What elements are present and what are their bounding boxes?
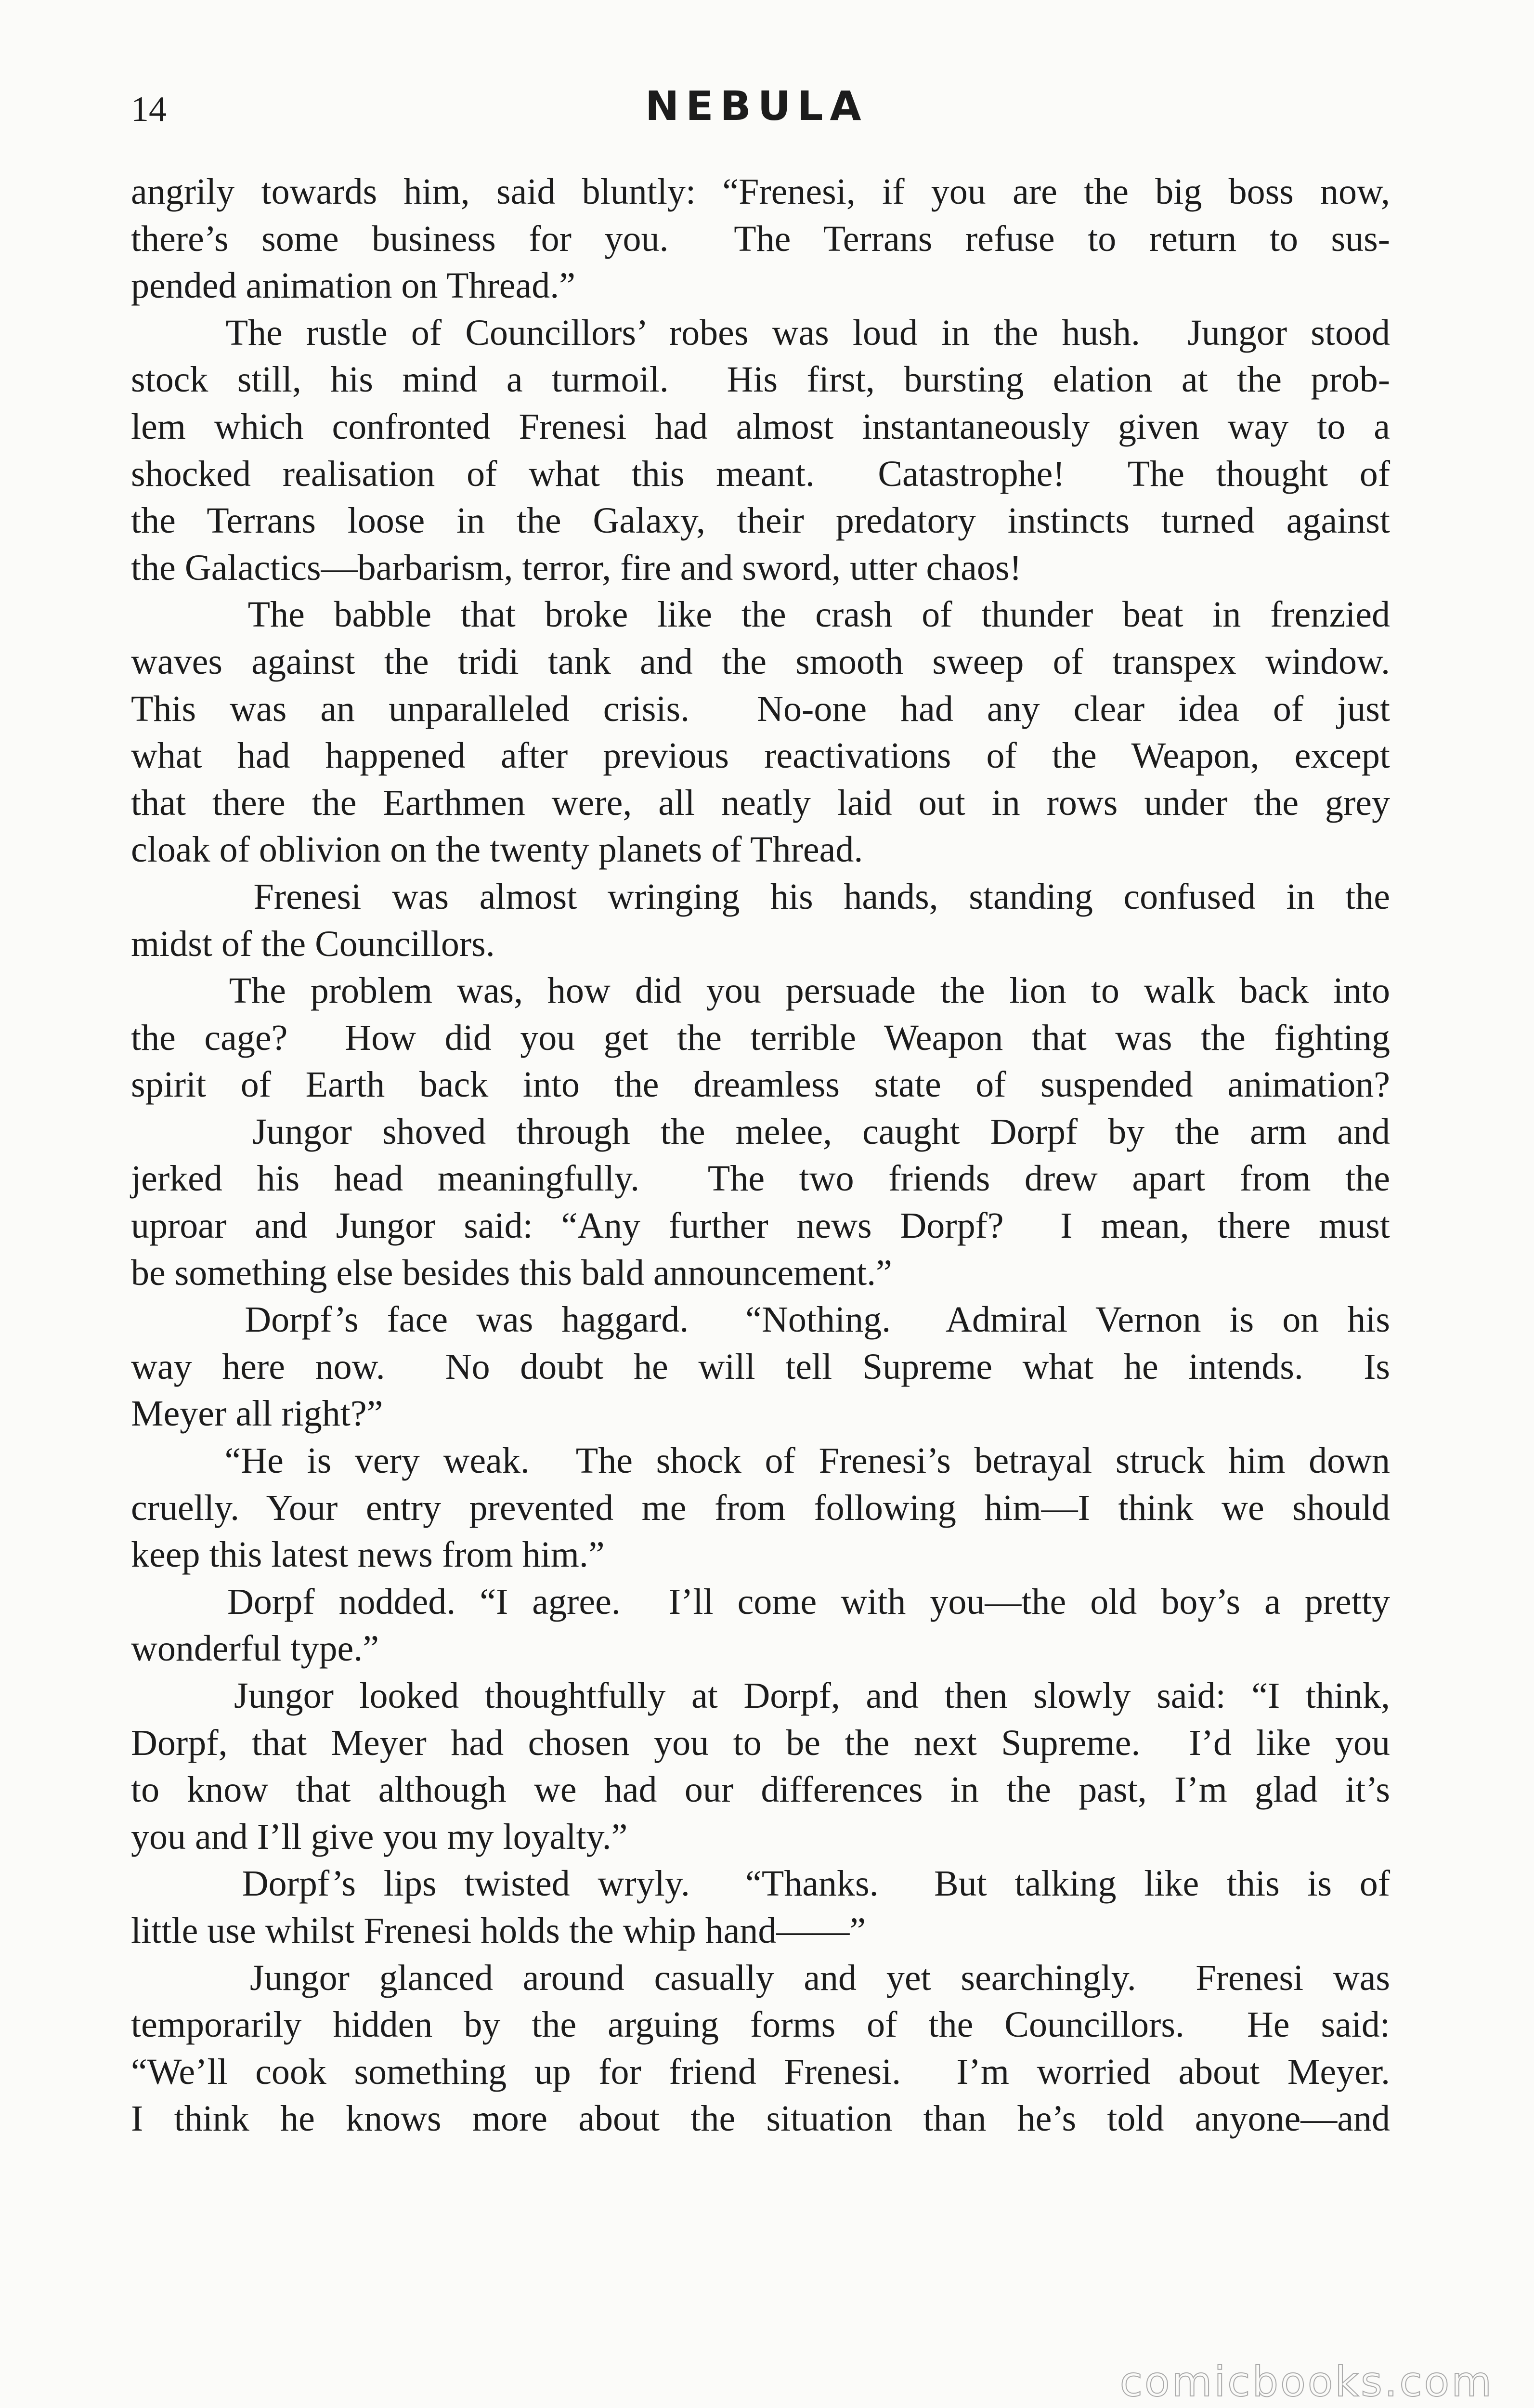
text-line: uproar and Jungor said: “Any further news Dorpf? I mean, there must (131, 1205, 1390, 1246)
text-line: Dorpf’s lips twisted wryly. “Thanks. But talking like this is of (131, 1863, 1391, 1904)
text-line: angrily towards him, said bluntly: “Frenesi, if you are the big boss now, (131, 171, 1390, 212)
text-line: The rustle of Councillors’ robes was loud in the hush. Jungor stood (131, 312, 1390, 353)
text-line: Jungor looked thoughtfully at Dorpf, and then slowly said: “I think, (131, 1675, 1391, 1716)
text-line: This was an unparalleled crisis. No-one had any clear idea of just (131, 688, 1390, 729)
body-text (131, 169, 1390, 2143)
text-line: wonderful type.” (131, 1628, 379, 1669)
text-line: “He is very weak. The shock of Frenesi’s betrayal struck him down (131, 1440, 1391, 1481)
text-line: shocked realisation of what this meant. Catastrophe! The thought of (131, 453, 1390, 494)
text-line: the Terrans loose in the Galaxy, their predatory instincts turned against (131, 500, 1390, 541)
text-line: you and I’ll give you my loyalty.” (131, 1816, 628, 1857)
text-line: Dorpf, that Meyer had chosen you to be the next Supreme. I’d like you (131, 1722, 1390, 1763)
text-line: Jungor shoved through the melee, caught Dorpf by the arm and (131, 1111, 1391, 1152)
text-line: the Galactics—barbarism, terror, fire and sword, utter chaos! (131, 547, 1022, 588)
page-number: 14 (131, 90, 167, 129)
text-line: keep this latest news from him.” (131, 1534, 605, 1575)
text-line: cloak of oblivion on the twenty planets of Thread. (131, 829, 863, 870)
page-header (131, 82, 1383, 144)
text-line: be something else besides this bald announcement.” (131, 1252, 892, 1293)
text-line: temporarily hidden by the arguing forms of the Councillors. He said: (131, 2004, 1390, 2045)
text-line: way here now. No doubt he will tell Supreme what he intends. Is (131, 1346, 1390, 1387)
text-line: to know that although we had our differences in the past, I’m glad it’s (131, 1769, 1390, 1810)
text-line: what had happened after previous reactivations of the Weapon, except (131, 735, 1390, 776)
running-head: NEBULA (645, 82, 868, 130)
text-line: I think he knows more about the situation than he’s told anyone—and (131, 2098, 1390, 2139)
text-line: The problem was, how did you persuade the lion to walk back into (131, 970, 1390, 1011)
text-line: cruelly. Your entry prevented me from following him—I think we should (131, 1487, 1390, 1528)
text-line: little use whilst Frenesi holds the whip hand——” (131, 1910, 866, 1951)
text-line: midst of the Councillors. (131, 923, 495, 964)
text-line: pended animation on Thread.” (131, 265, 575, 306)
text-line: The babble that broke like the crash of thunder beat in frenzied (131, 594, 1390, 635)
text-line: waves against the tridi tank and the smooth sweep of transpex window. (131, 641, 1390, 682)
text-line: “We’ll cook something up for friend Frenesi. I’m worried about Meyer. (131, 2051, 1390, 2092)
text-line: that there the Earthmen were, all neatly laid out in rows under the grey (131, 782, 1390, 823)
text-line: Dorpf nodded. “I agree. I’ll come with you—the old boy’s a pretty (131, 1581, 1391, 1622)
text-line: jerked his head meaningfully. The two friends drew apart from the (131, 1158, 1390, 1199)
text-line: Frenesi was almost wringing his hands, standing confused in the (131, 876, 1391, 917)
text-line: there’s some business for you. The Terrans refuse to return to sus- (131, 218, 1390, 259)
text-line: Meyer all right?” (131, 1393, 383, 1434)
text-line: lem which confronted Frenesi had almost instantaneously given way to a (131, 406, 1390, 447)
text-line: stock still, his mind a turmoil. His first, bursting elation at the prob- (131, 359, 1390, 400)
watermark: comicbooks.com (1119, 2358, 1494, 2406)
text-line: spirit of Earth back into the dreamless state of suspended animation? (131, 1064, 1390, 1105)
text-line: Jungor glanced around casually and yet searchingly. Frenesi was (131, 1957, 1391, 1998)
text-line: the cage? How did you get the terrible Weapon that was the fighting (131, 1017, 1390, 1058)
text-line: Dorpf’s face was haggard. “Nothing. Admiral Vernon is on his (131, 1299, 1390, 1340)
